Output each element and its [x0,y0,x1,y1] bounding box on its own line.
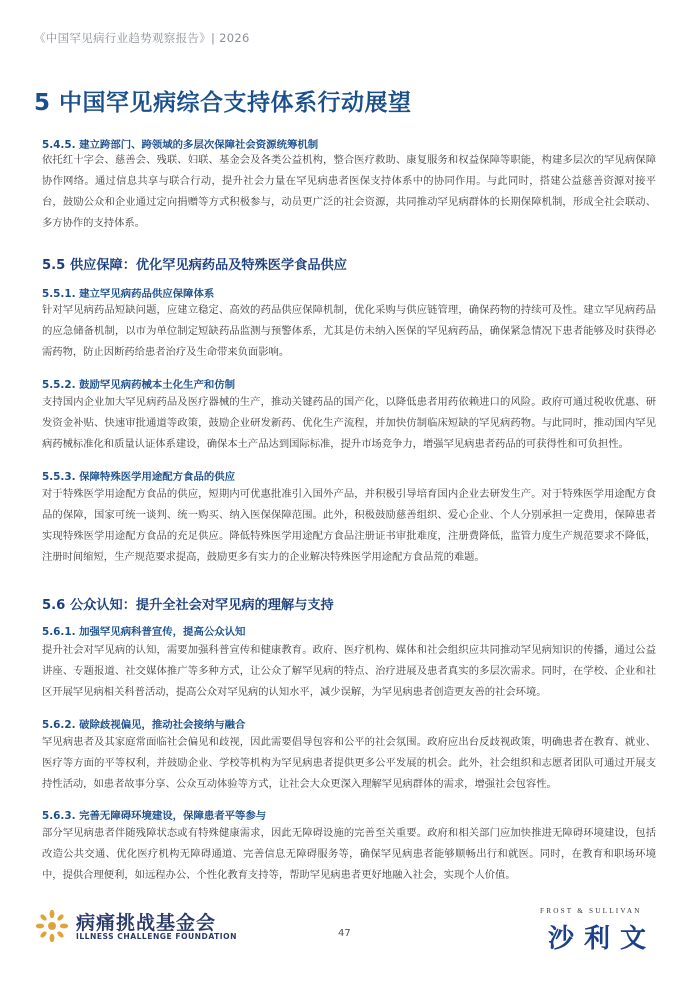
subsection-heading-5-6-2: 5.6.2. 破除歧视偏见，推动社会接纳与融合 [42,719,246,731]
paragraph-5-6-1: 提升社会对罕见病的认知，需要加强科普宣传和健康教育。政府、医疗机构、媒体和社会组织应共同推动罕见病知识的传播，通过公益讲座、专题报道、社交媒体推广等多种方式，让公众了解罕见病的特点、治疗进展及患者真实的多层次需求。同时，在学校、企业和社区开展罕见病相关科普活动，提高公众对罕见病的认知水平，减少误解，为罕见病患者创造更友善的社会环境。 [42,644,656,698]
subsection-heading-5-4-5: 5.4.5. 建立跨部门、跨领域的多层次保障社会资源统筹机制 [42,139,319,151]
subsection-heading-5-5-1: 5.5.1. 建立罕见病药品供应保障体系 [42,288,215,300]
subsection-heading-5-6-3: 5.6.3. 完善无障碍环境建设，保障患者平等参与 [42,810,267,822]
paragraph-5-4-5: 依托红十字会、慈善会、残联、妇联、基金会及各类公益机构，整合医疗救助、康复服务和权益保障等职能，构建多层次的罕见病保障协作网络。通过信息共享与联合行动，提升社会力量在罕见病患者医保支持体系中的协同作用。与此同时，搭建公益慈善资源对接平台，鼓励公众和企业通过定向捐赠等方式积极参与，动员更广泛的社会资源，共同推动罕见病群体的长期保障机制，形成全社会联动、多方协作的支持体系。 [42,154,656,229]
paragraph-5-6-3: 部分罕见病患者伴随残障状态或有特殊健康需求，因此无障碍设施的完善至关重要。政府和相关部门应加快推进无障碍环境建设，包括改造公共交通、优化医疗机构无障碍通道、完善信息无障碍服务等，确保罕见病患者能够顺畅出行和就医。同时，在教育和职场环境中，提供合理便利，如远程办公、个性化教育支持等，帮助罕见病患者更好地融入社会，实现个人价值。 [42,827,656,881]
foundation-name-cn: 病痛挑战基金会 [76,912,217,934]
paragraph-5-5-3: 对于特殊医学用途配方食品的供应，短期内可优惠批准引入国外产品，并积极引导培育国内企业去研发生产。对于特殊医学用途配方食品的保障，国家可统一谈判、统一购买、纳入医保保障范围。此外，积极鼓励慈善组织、爱心企业、个人分别承担一定费用，保障患者实现特殊医学用途配方食品的充足供应。降低特殊医学用途配方食品注册证书审批难度，注册费降低，监管力度生产规范要求不降低，注册时间缩短，生产规范要求提高，鼓励更多有实力的企业解决特殊医学用途配方食品荒的难题。 [42,488,656,563]
paragraph-5-6-2: 罕见病患者及其家庭常面临社会偏见和歧视，因此需要倡导包容和公平的社会氛围。政府应出台反歧视政策，明确患者在教育、就业、医疗等方面的平等权利，并鼓励企业、学校等机构为罕见病患者提供更多公平发展的机会。此外，社会组织和志愿者团队可通过开展支持性活动，如患者故事分享、公众互动体验等方式，让社会大众更深入理解罕见病群体的需求，增强社会包容性。 [42,736,656,790]
frost-sullivan-cn-logo: 沙利文 [548,924,657,954]
page-number: 47 [338,928,351,939]
frost-sullivan-wordmark: FROST & SULLIVAN [540,907,642,915]
paragraph-5-5-1: 针对罕见病药品短缺问题，应建立稳定、高效的药品供应保障机制，优化采购与供应链管理，确保药物的持续可及性。建立罕见病药品的应急储备机制，以市为单位制定短缺药品监测与预警体系，尤其是仿未纳入医保的罕见病药品，确保紧急情况下患者能够及时获得必需药物，防止因断药给患者治疗及生命带来负面影响。 [42,304,656,358]
foundation-name-en: ILLNESS CHALLENGE FOUNDATION [76,932,237,941]
subsection-heading-5-5-3: 5.5.3. 保障特殊医学用途配方食品的供应 [42,471,236,483]
subsection-heading-5-5-2: 5.5.2. 鼓励罕见病药械本土化生产和仿制 [42,379,236,391]
section-heading-5-5: 5.5 供应保障：优化罕见病药品及特殊医学食品供应 [42,258,347,273]
illness-challenge-foundation-logo [34,908,294,944]
chapter-title: 5 中国罕见病综合支持体系行动展望 [34,90,412,116]
report-header-title: 《中国罕见病行业趋势观察报告》| 2026 [34,31,250,45]
paragraph-5-5-2: 支持国内企业加大罕见病药品及医疗器械的生产，推动关键药品的国产化，以降低患者用药依赖进口的风险。政府可通过税收优惠、研发资金补贴、快速审批通道等政策，鼓励企业研发新药、优化生产流程，并加快仿制临床短缺的罕见病药物。与此同时，推动国内罕见病药械标准化和质量认证体系建设，确保本土产品达到国际标准，提升市场竞争力，增强罕见病患者药品的可获得性和可负担性。 [42,396,656,450]
foundation-emblem-icon [34,908,70,944]
section-heading-5-6: 5.6 公众认知：提升全社会对罕见病的理解与支持 [42,598,334,613]
subsection-heading-5-6-1: 5.6.1. 加强罕见病科普宣传，提高公众认知 [42,626,246,638]
